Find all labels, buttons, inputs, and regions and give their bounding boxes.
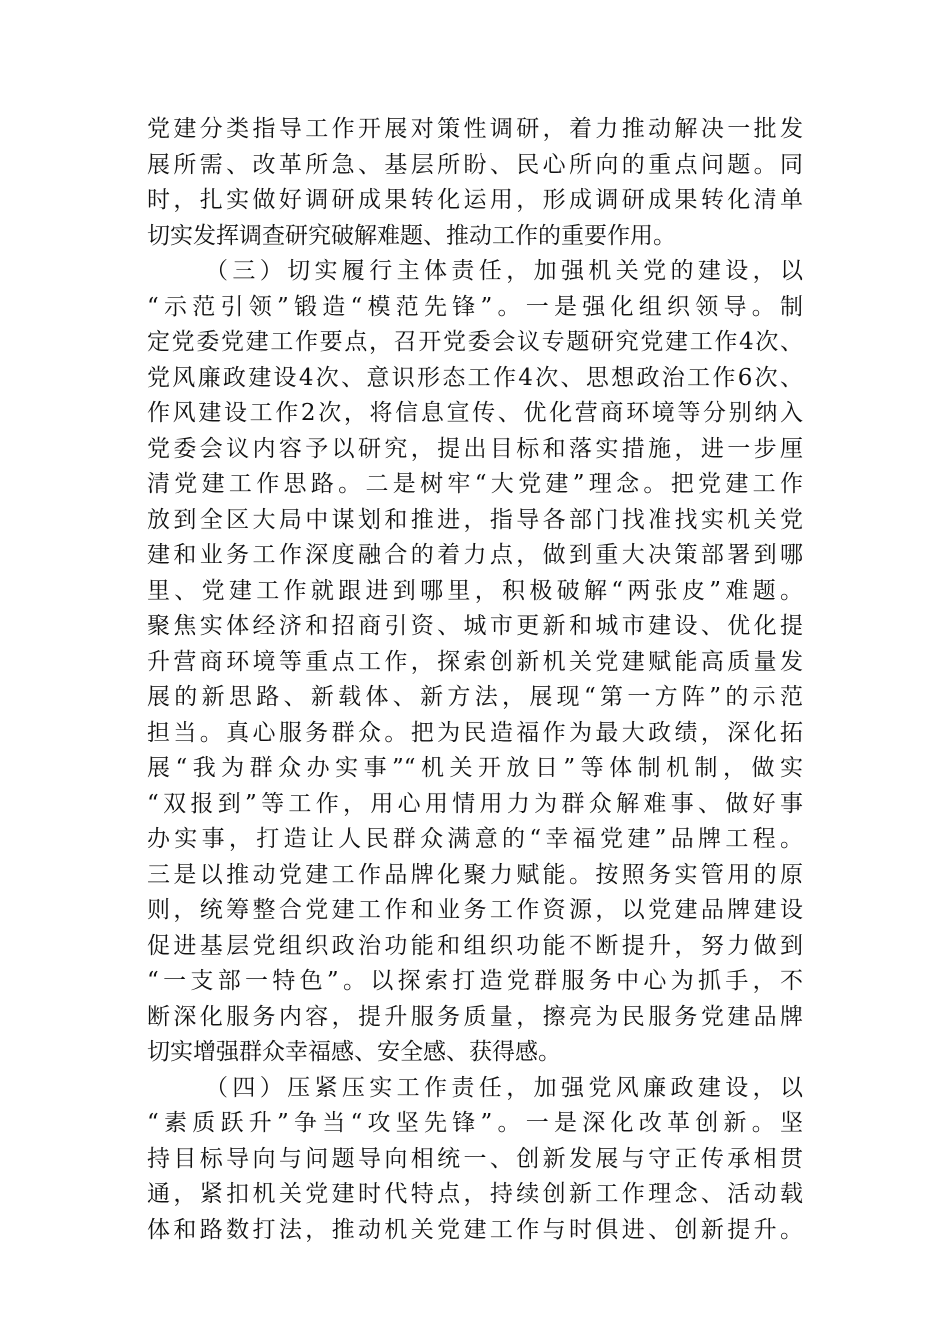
text-line: 定党委党建工作要点，召开党委会议专题研究党建工作4次、: [147, 329, 803, 355]
text-line: 三是以推动党建工作品牌化聚力赋能。按照务实管用的原: [147, 861, 803, 888]
text-line: 里、党建工作就跟进到哪里，积极破解“两张皮”难题。: [147, 577, 803, 604]
text-line: “素质跃升”争当“攻坚先锋”。一是深化改革创新。坚: [147, 1110, 803, 1136]
text-line: 体和路数打法，推动机关党建工作与时俱进、创新提升。: [147, 1216, 803, 1243]
text-line: （三）切实履行主体责任，加强机关党的建设，以: [205, 258, 803, 284]
text-line: 担当。真心服务群众。把为民造福作为最大政绩，深化拓: [147, 719, 803, 746]
text-line: 办实事，打造让人民群众满意的“幸福党建”品牌工程。: [147, 826, 803, 852]
text-line: 升营商环境等重点工作，探索创新机关党建赋能高质量发: [147, 648, 803, 675]
text-line: （四）压紧压实工作责任，加强党风廉政建设，以: [205, 1074, 803, 1101]
text-line: 断深化服务内容，提升服务质量，擦亮为民服务党建品牌: [147, 1003, 803, 1030]
text-line: “一支部一特色”。以探索打造党群服务中心为抓手，不: [147, 968, 803, 994]
text-line: 党建分类指导工作开展对策性调研，着力推动解决一批发: [147, 116, 803, 142]
text-line: 作风建设工作2次，将信息宣传、优化营商环境等分别纳入: [147, 400, 803, 426]
body-text: [147, 112, 803, 1248]
text-line: 建和业务工作深度融合的着力点，做到重大决策部署到哪: [147, 542, 803, 568]
text-line: 放到全区大局中谋划和推进，指导各部门找准找实机关党: [147, 506, 803, 533]
text-line: 通，紧扣机关党建时代特点，持续创新工作理念、活动载: [147, 1181, 803, 1207]
text-line: 切实增强群众幸福感、安全感、获得感。: [147, 1039, 561, 1065]
text-line: 则，统筹整合党建工作和业务工作资源，以党建品牌建设: [147, 897, 803, 923]
text-line: 展所需、改革所急、基层所盼、民心所向的重点问题。同: [147, 151, 803, 178]
text-line: 持目标导向与问题导向相统一、创新发展与守正传承相贯: [147, 1145, 803, 1172]
text-line: 促进基层党组织政治功能和组织功能不断提升，努力做到: [147, 932, 803, 959]
text-line: 时，扎实做好调研成果转化运用，形成调研成果转化清单: [147, 187, 803, 213]
text-line: 展的新思路、新载体、新方法，展现“第一方阵”的示范: [147, 684, 803, 710]
text-line: “示范引领”锻造“模范先锋”。一是强化组织领导。制: [147, 293, 803, 320]
text-line: 党风廉政建设4次、意识形态工作4次、思想政治工作6次、: [147, 364, 803, 391]
text-line: 展“我为群众办实事”“机关开放日”等体制机制，做实: [147, 755, 803, 781]
text-line: “双报到”等工作，用心用情用力为群众解难事、做好事: [147, 790, 803, 817]
text-line: 党委会议内容予以研究，提出目标和落实措施，进一步厘: [147, 435, 803, 462]
text-line: 切实发挥调查研究破解难题、推动工作的重要作用。: [147, 222, 676, 249]
text-line: 清党建工作思路。二是树牢“大党建”理念。把党建工作: [147, 471, 803, 497]
text-line: 聚焦实体经济和招商引资、城市更新和城市建设、优化提: [147, 613, 803, 639]
